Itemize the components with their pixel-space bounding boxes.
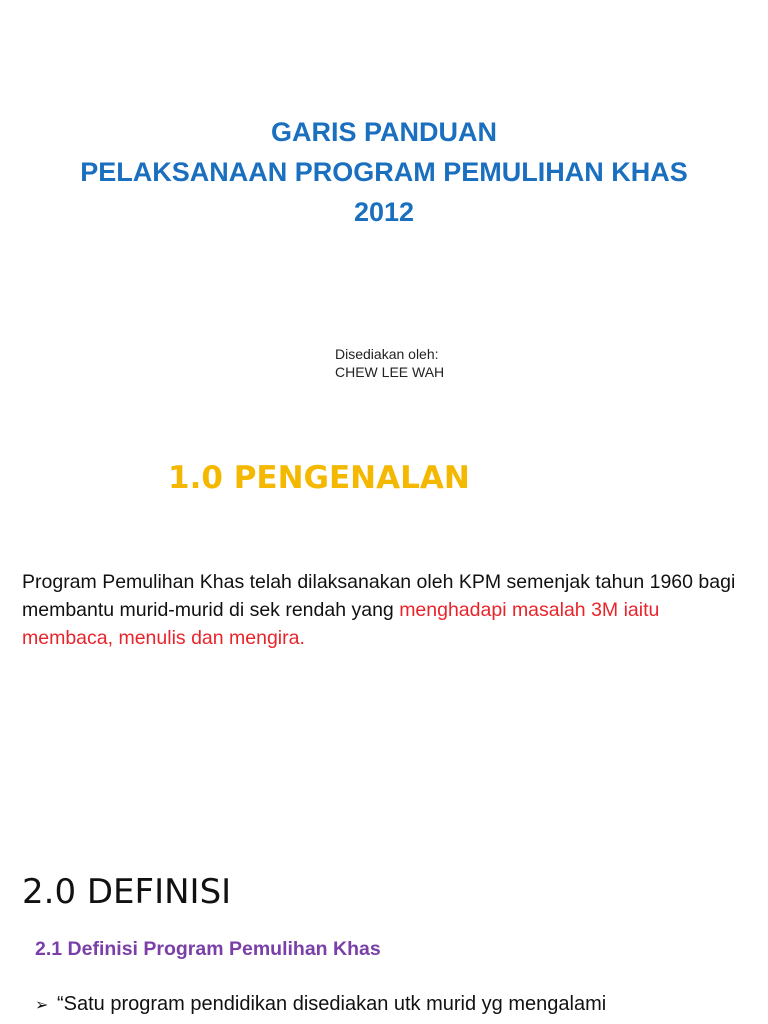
author-name: CHEW LEE WAH	[335, 364, 445, 380]
section-2-heading: 2.0 DEFINISI	[22, 872, 232, 912]
prepared-by-label: Disediakan oleh:	[335, 346, 439, 362]
title-line-2: PELAKSANAAN PROGRAM PEMULIHAN KHAS	[80, 157, 688, 187]
arrow-bullet-icon: ➢	[35, 997, 49, 1014]
intro-text: Program Pemulihan Khas telah dilaksanakan oleh KPM semenjak tahun 1960 bagi membantu murid-murid di sek rendah yang	[22, 571, 736, 621]
definition-bullet	[35, 990, 755, 1020]
title-line-3: 2012	[353, 197, 415, 227]
subsection-2-1-heading: 2.1 Definisi Program Pemulihan Khas	[35, 938, 381, 960]
section-1-heading: 1.0 PENGENALAN	[168, 460, 470, 496]
intro-paragraph	[22, 568, 752, 652]
intro-highlight: menghadapi masalah 3M iaitu membaca, menulis dan mengira.	[22, 599, 660, 649]
definition-text: “Satu program pendidikan disediakan utk murid yg mengalami	[57, 993, 607, 1015]
document-title	[0, 112, 768, 232]
title-line-1: GARIS PANDUAN	[270, 117, 497, 147]
prepared-by	[335, 345, 444, 381]
